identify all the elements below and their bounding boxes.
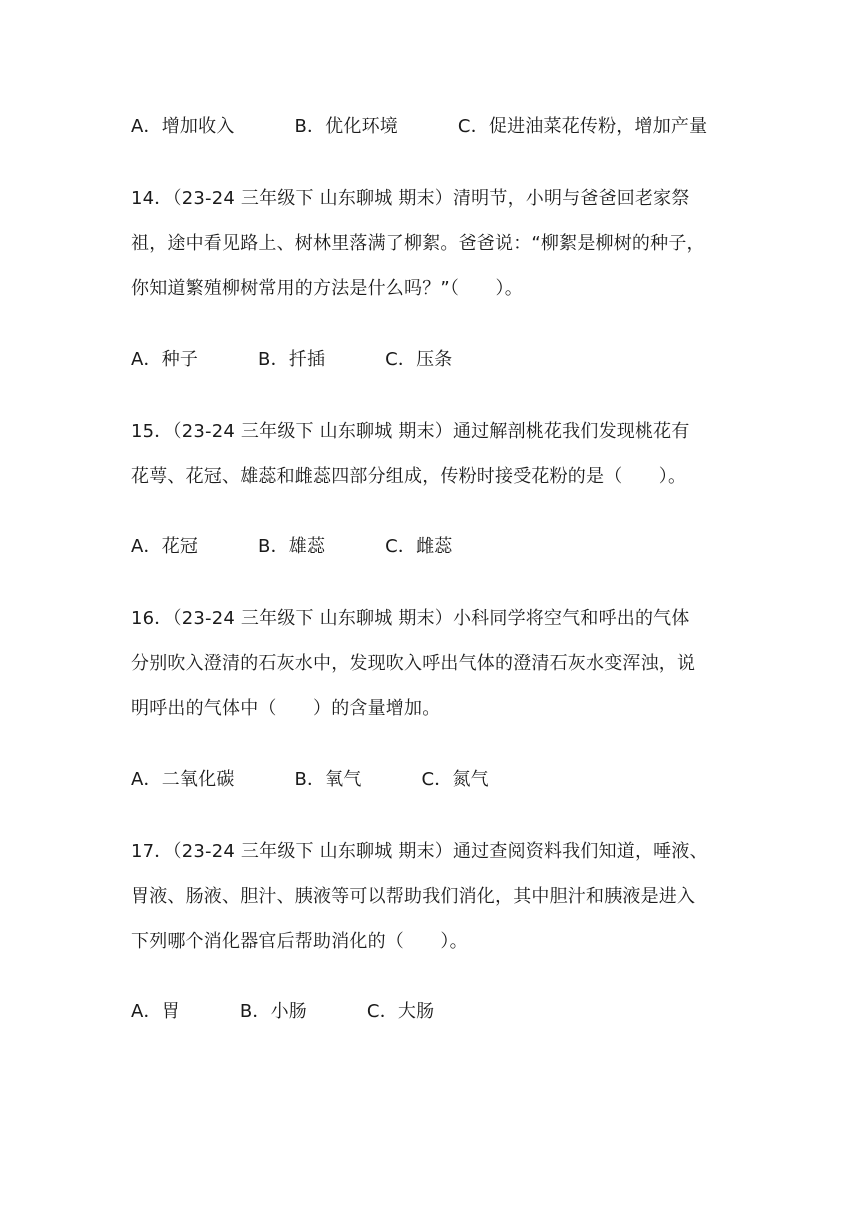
q17-stem-line-1: 17．（23-24 三年级下 山东聊城 期末）通过查阅资料我们知道，唾液、 (131, 841, 708, 862)
q13-option-c: C．促进油菜花传粉，增加产量 (457, 116, 708, 137)
q15-stem-line-1: 15．（23-24 三年级下 山东聊城 期末）通过解剖桃花我们发现桃花有 (131, 421, 690, 442)
q17-options (131, 1000, 434, 1024)
q17-option-a: A．胃 (131, 1001, 180, 1022)
q15-options (131, 535, 453, 559)
q17-option-c: C．大肠 (366, 1001, 435, 1022)
q15-option-b: B．雄蕊 (258, 536, 326, 557)
q16-stem-line-1: 16．（23-24 三年级下 山东聊城 期末）小科同学将空气和呼出的气体 (131, 608, 690, 629)
q14-option-c: C．压条 (385, 349, 453, 370)
q14-option-b: B．扦插 (258, 349, 326, 370)
q14-stem-line-1: 14．（23-24 三年级下 山东聊城 期末）清明节，小明与爸爸回老家祭 (131, 188, 690, 209)
q16-option-b: B．氧气 (294, 769, 362, 790)
q16-stem-line-2: 分别吹入澄清的石灰水中，发现吹入呼出气体的澄清石灰水变浑浊，说 (131, 653, 696, 674)
q14-stem-line-2: 祖，途中看见路上、树林里落满了柳絮。爸爸说：“柳絮是柳树的种子， (131, 233, 705, 254)
q16-stem-line-3: 明呼出的气体中（ ）的含量增加。 (131, 698, 441, 719)
q16-option-a: A．二氧化碳 (131, 769, 235, 790)
q17-stem-line-3: 下列哪个消化器官后帮助消化的（ ）。 (131, 931, 468, 952)
q17-stem-line-2: 胃液、肠液、胆汁、胰液等可以帮助我们消化，其中胆汁和胰液是进入 (131, 886, 696, 907)
q14-option-a: A．种子 (131, 349, 199, 370)
q16-option-c: C．氮气 (421, 769, 489, 790)
q15-option-c: C．雌蕊 (385, 536, 453, 557)
q14-stem-line-3: 你知道繁殖柳树常用的方法是什么吗？”（ ）。 (131, 278, 523, 299)
q16-options (131, 768, 489, 792)
q13-option-b: B．优化环境 (294, 116, 398, 137)
q14-options (131, 348, 453, 372)
q15-option-a: A．花冠 (131, 536, 199, 557)
q13-options (131, 115, 707, 139)
q15-stem-line-2: 花萼、花冠、雄蕊和雌蕊四部分组成，传粉时接受花粉的是（ ）。 (131, 466, 687, 487)
q17-option-b: B．小肠 (239, 1001, 307, 1022)
q13-option-a: A．增加收入 (131, 116, 235, 137)
